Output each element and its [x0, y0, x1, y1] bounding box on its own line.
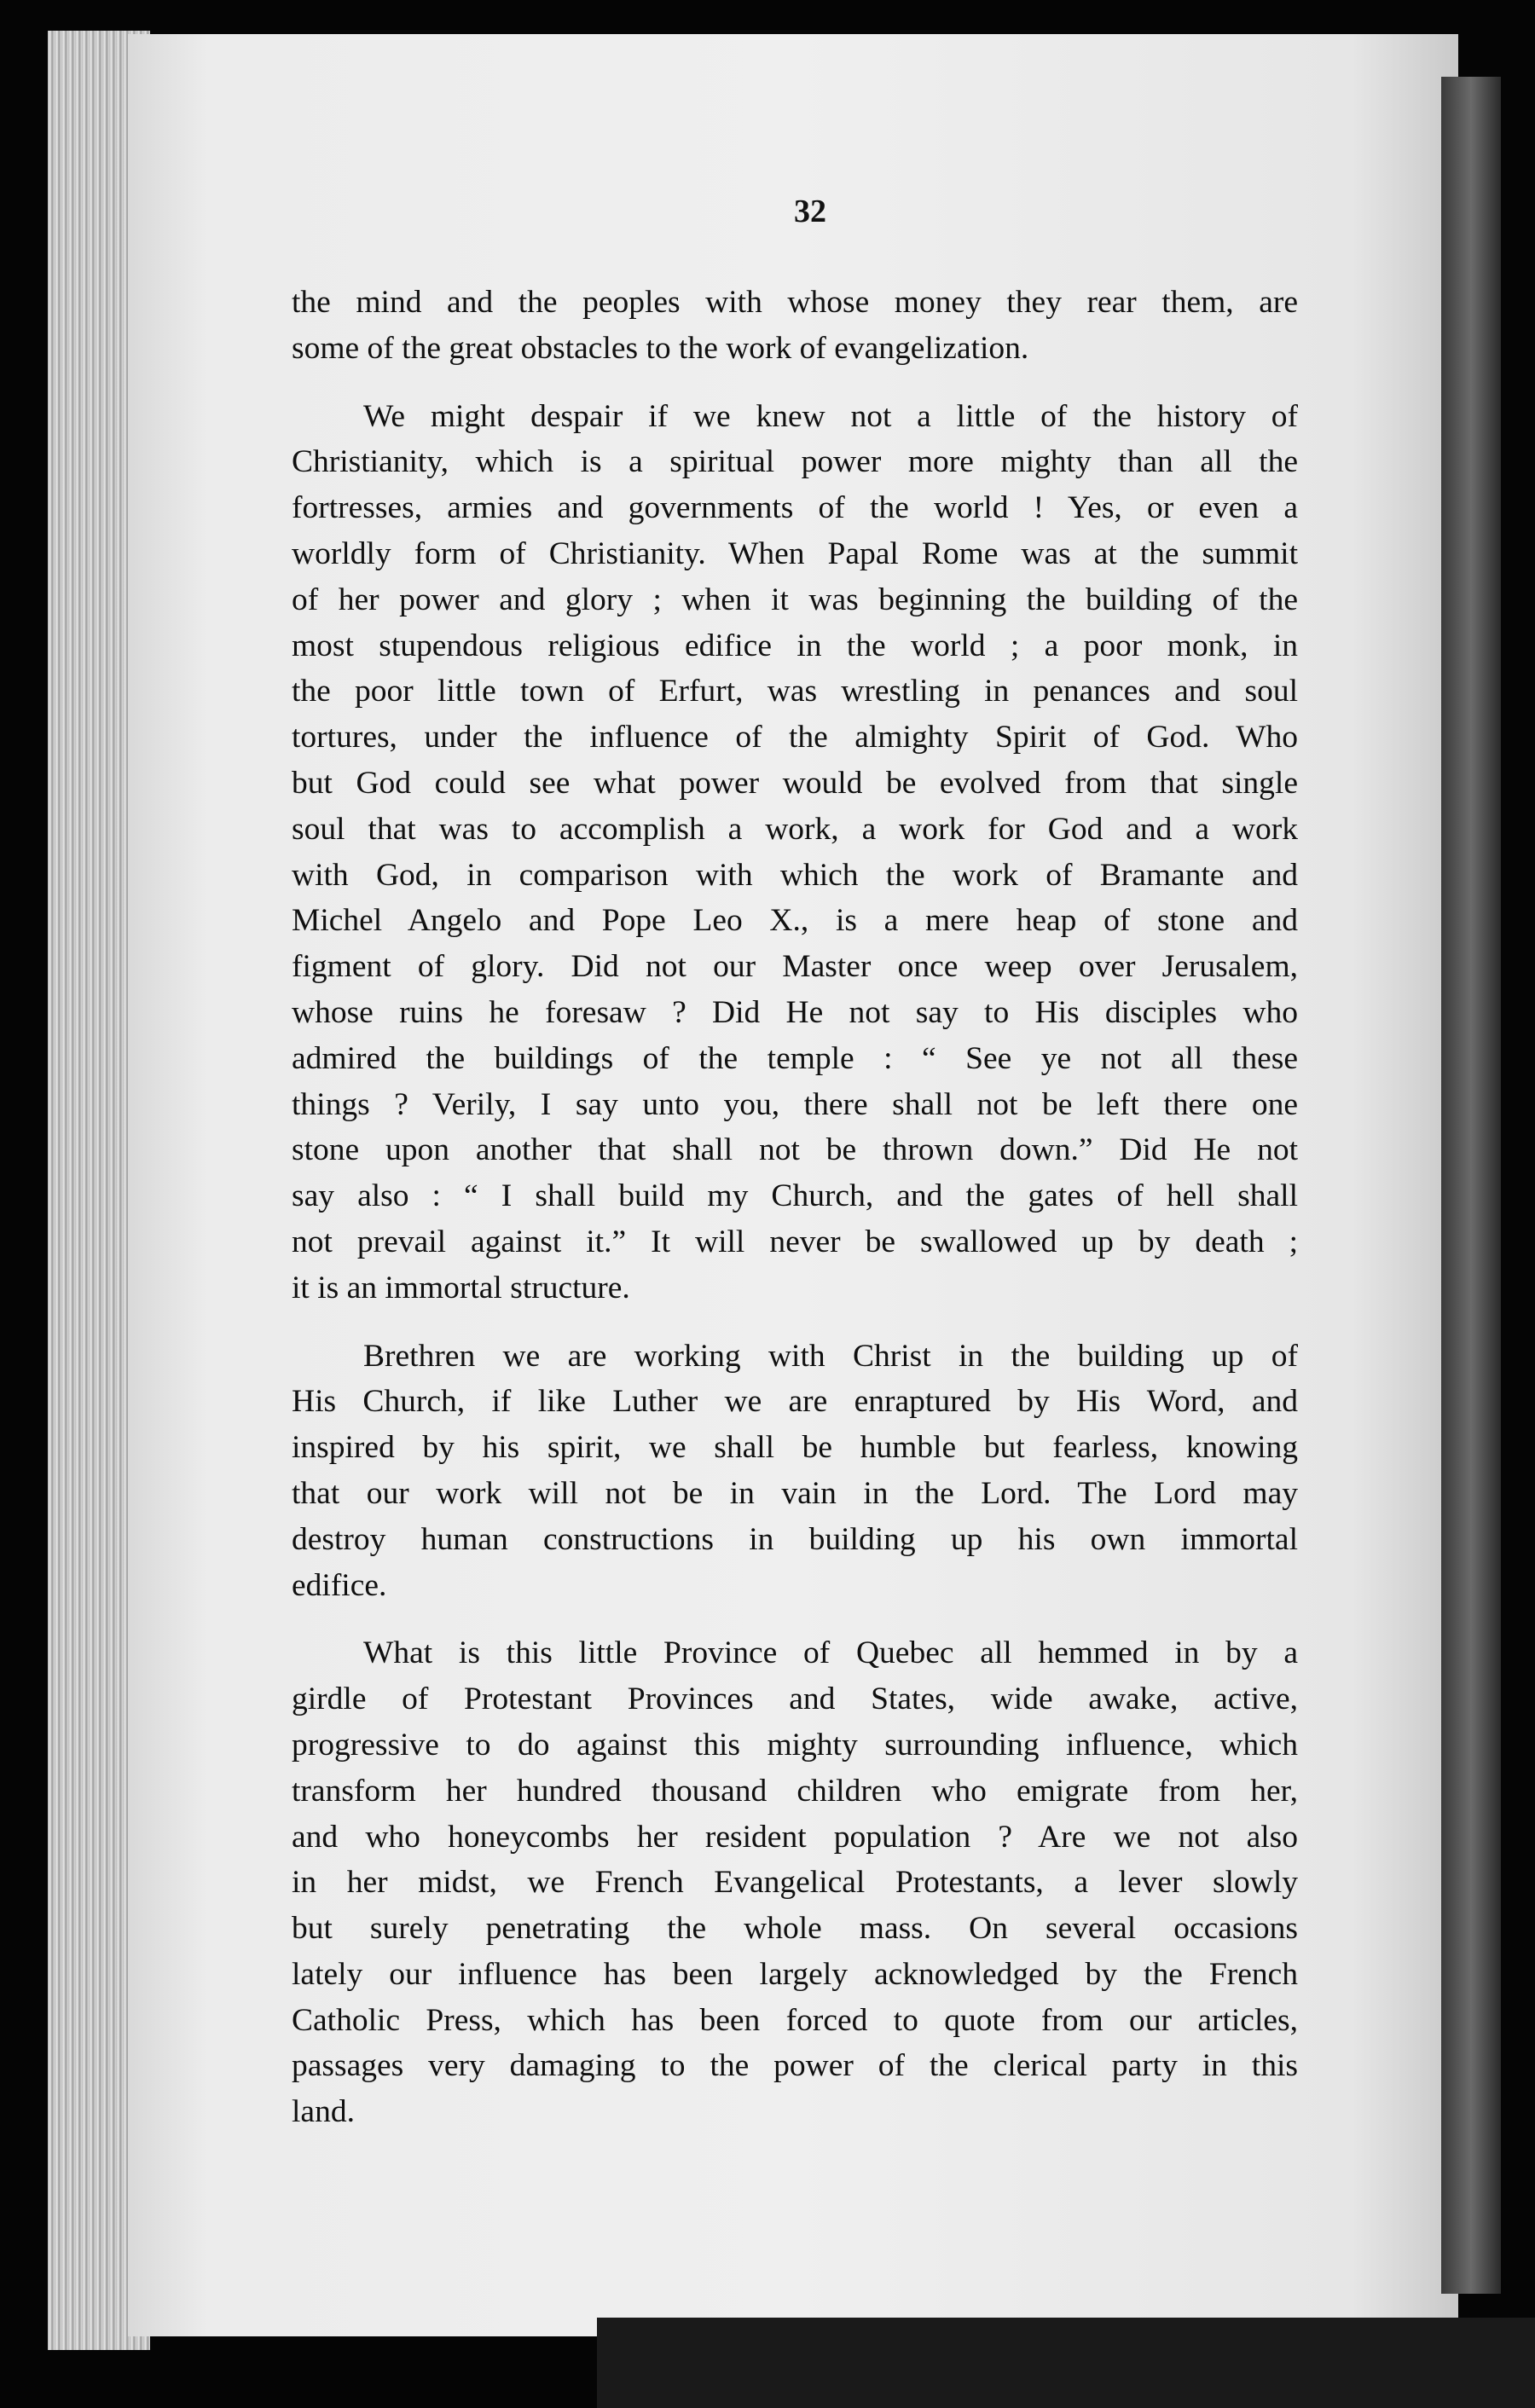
text-line: figment of glory. Did not our Master once weep over Jerusalem, [292, 949, 1298, 985]
text-line: the mind and the peoples with whose money they rear them, are [292, 285, 1298, 320]
paragraph [292, 1334, 1298, 1609]
text-line: but God could see what power would be evolved from that single [292, 765, 1298, 801]
text-line: Brethren we are working with Christ in the building up of [363, 1338, 1298, 1374]
text-line: girdle of Protestant Provinces and States, wide awake, active, [292, 1682, 1298, 1717]
text-line: edifice. [292, 1567, 387, 1603]
text-line: What is this little Province of Quebec all hemmed in by a [363, 1635, 1298, 1671]
text-line: it is an immortal structure. [292, 1270, 630, 1305]
text-line: lately our influence has been largely acknowledged by the French [292, 1956, 1298, 1992]
book-spine-shadow [1441, 77, 1501, 2294]
page-body-text [292, 280, 1298, 2157]
text-line: stone upon another that shall not be thrown down.” Did He not [292, 1132, 1298, 1168]
text-line: destroy human constructions in building up his own immortal [292, 1521, 1298, 1557]
paragraph [292, 394, 1298, 1311]
paragraph [292, 1630, 1298, 2135]
text-line: land. [292, 2094, 355, 2130]
text-line: tortures, under the influence of the almighty Spirit of God. Who [292, 720, 1298, 755]
text-line: Catholic Press, which has been forced to quote from our articles, [292, 2002, 1298, 2038]
text-line: worldly form of Christianity. When Papal Rome was at the summit [292, 535, 1298, 571]
text-line: transform her hundred thousand children who emigrate from her, [292, 1773, 1298, 1809]
paragraph [292, 280, 1298, 372]
text-line: soul that was to accomplish a work, a work for God and a work [292, 811, 1298, 847]
bottom-shadow [597, 2318, 1535, 2408]
text-line: fortresses, armies and governments of the world ! Yes, or even a [292, 490, 1298, 526]
text-line: in her midst, we French Evangelical Protestants, a lever slowly [292, 1865, 1298, 1901]
text-line: inspired by his spirit, we shall be humble but fearless, knowing [292, 1430, 1298, 1466]
text-line: and who honeycombs her resident population ? Are we not also [292, 1819, 1298, 1855]
text-line: passages very damaging to the power of the clerical party in this [292, 2048, 1298, 2084]
text-line: not prevail against it.” It will never be swallowed up by death ; [292, 1224, 1298, 1259]
text-line: Christianity, which is a spiritual power more mighty than all the [292, 444, 1298, 480]
text-line: Michel Angelo and Pope Leo X., is a mere heap of stone and [292, 903, 1298, 939]
text-line: of her power and glory ; when it was beginning the building of the [292, 582, 1298, 617]
page-number: 32 [794, 194, 826, 229]
text-line: say also : “ I shall build my Church, and the gates of hell shall [292, 1178, 1298, 1214]
text-line: but surely penetrating the whole mass. On several occasions [292, 1911, 1298, 1947]
text-line: progressive to do against this mighty surrounding influence, which [292, 1727, 1298, 1763]
text-line: with God, in comparison with which the work of Bramante and [292, 857, 1298, 893]
text-line: His Church, if like Luther we are enraptured by His Word, and [292, 1384, 1298, 1420]
text-line: whose ruins he foresaw ? Did He not say to His disciples who [292, 994, 1298, 1030]
text-line: most stupendous religious edifice in the world ; a poor monk, in [292, 628, 1298, 663]
text-line: We might despair if we knew not a little of the history of [363, 398, 1298, 434]
text-line: the poor little town of Erfurt, was wrestling in penances and soul [292, 674, 1298, 709]
text-line: admired the buildings of the temple : “ See ye not all these [292, 1040, 1298, 1076]
text-line: that our work will not be in vain in the Lord. The Lord may [292, 1475, 1298, 1511]
text-line: things ? Verily, I say unto you, there shall not be left there one [292, 1086, 1298, 1122]
text-line: some of the great obstacles to the work of evangelization. [292, 330, 1029, 366]
